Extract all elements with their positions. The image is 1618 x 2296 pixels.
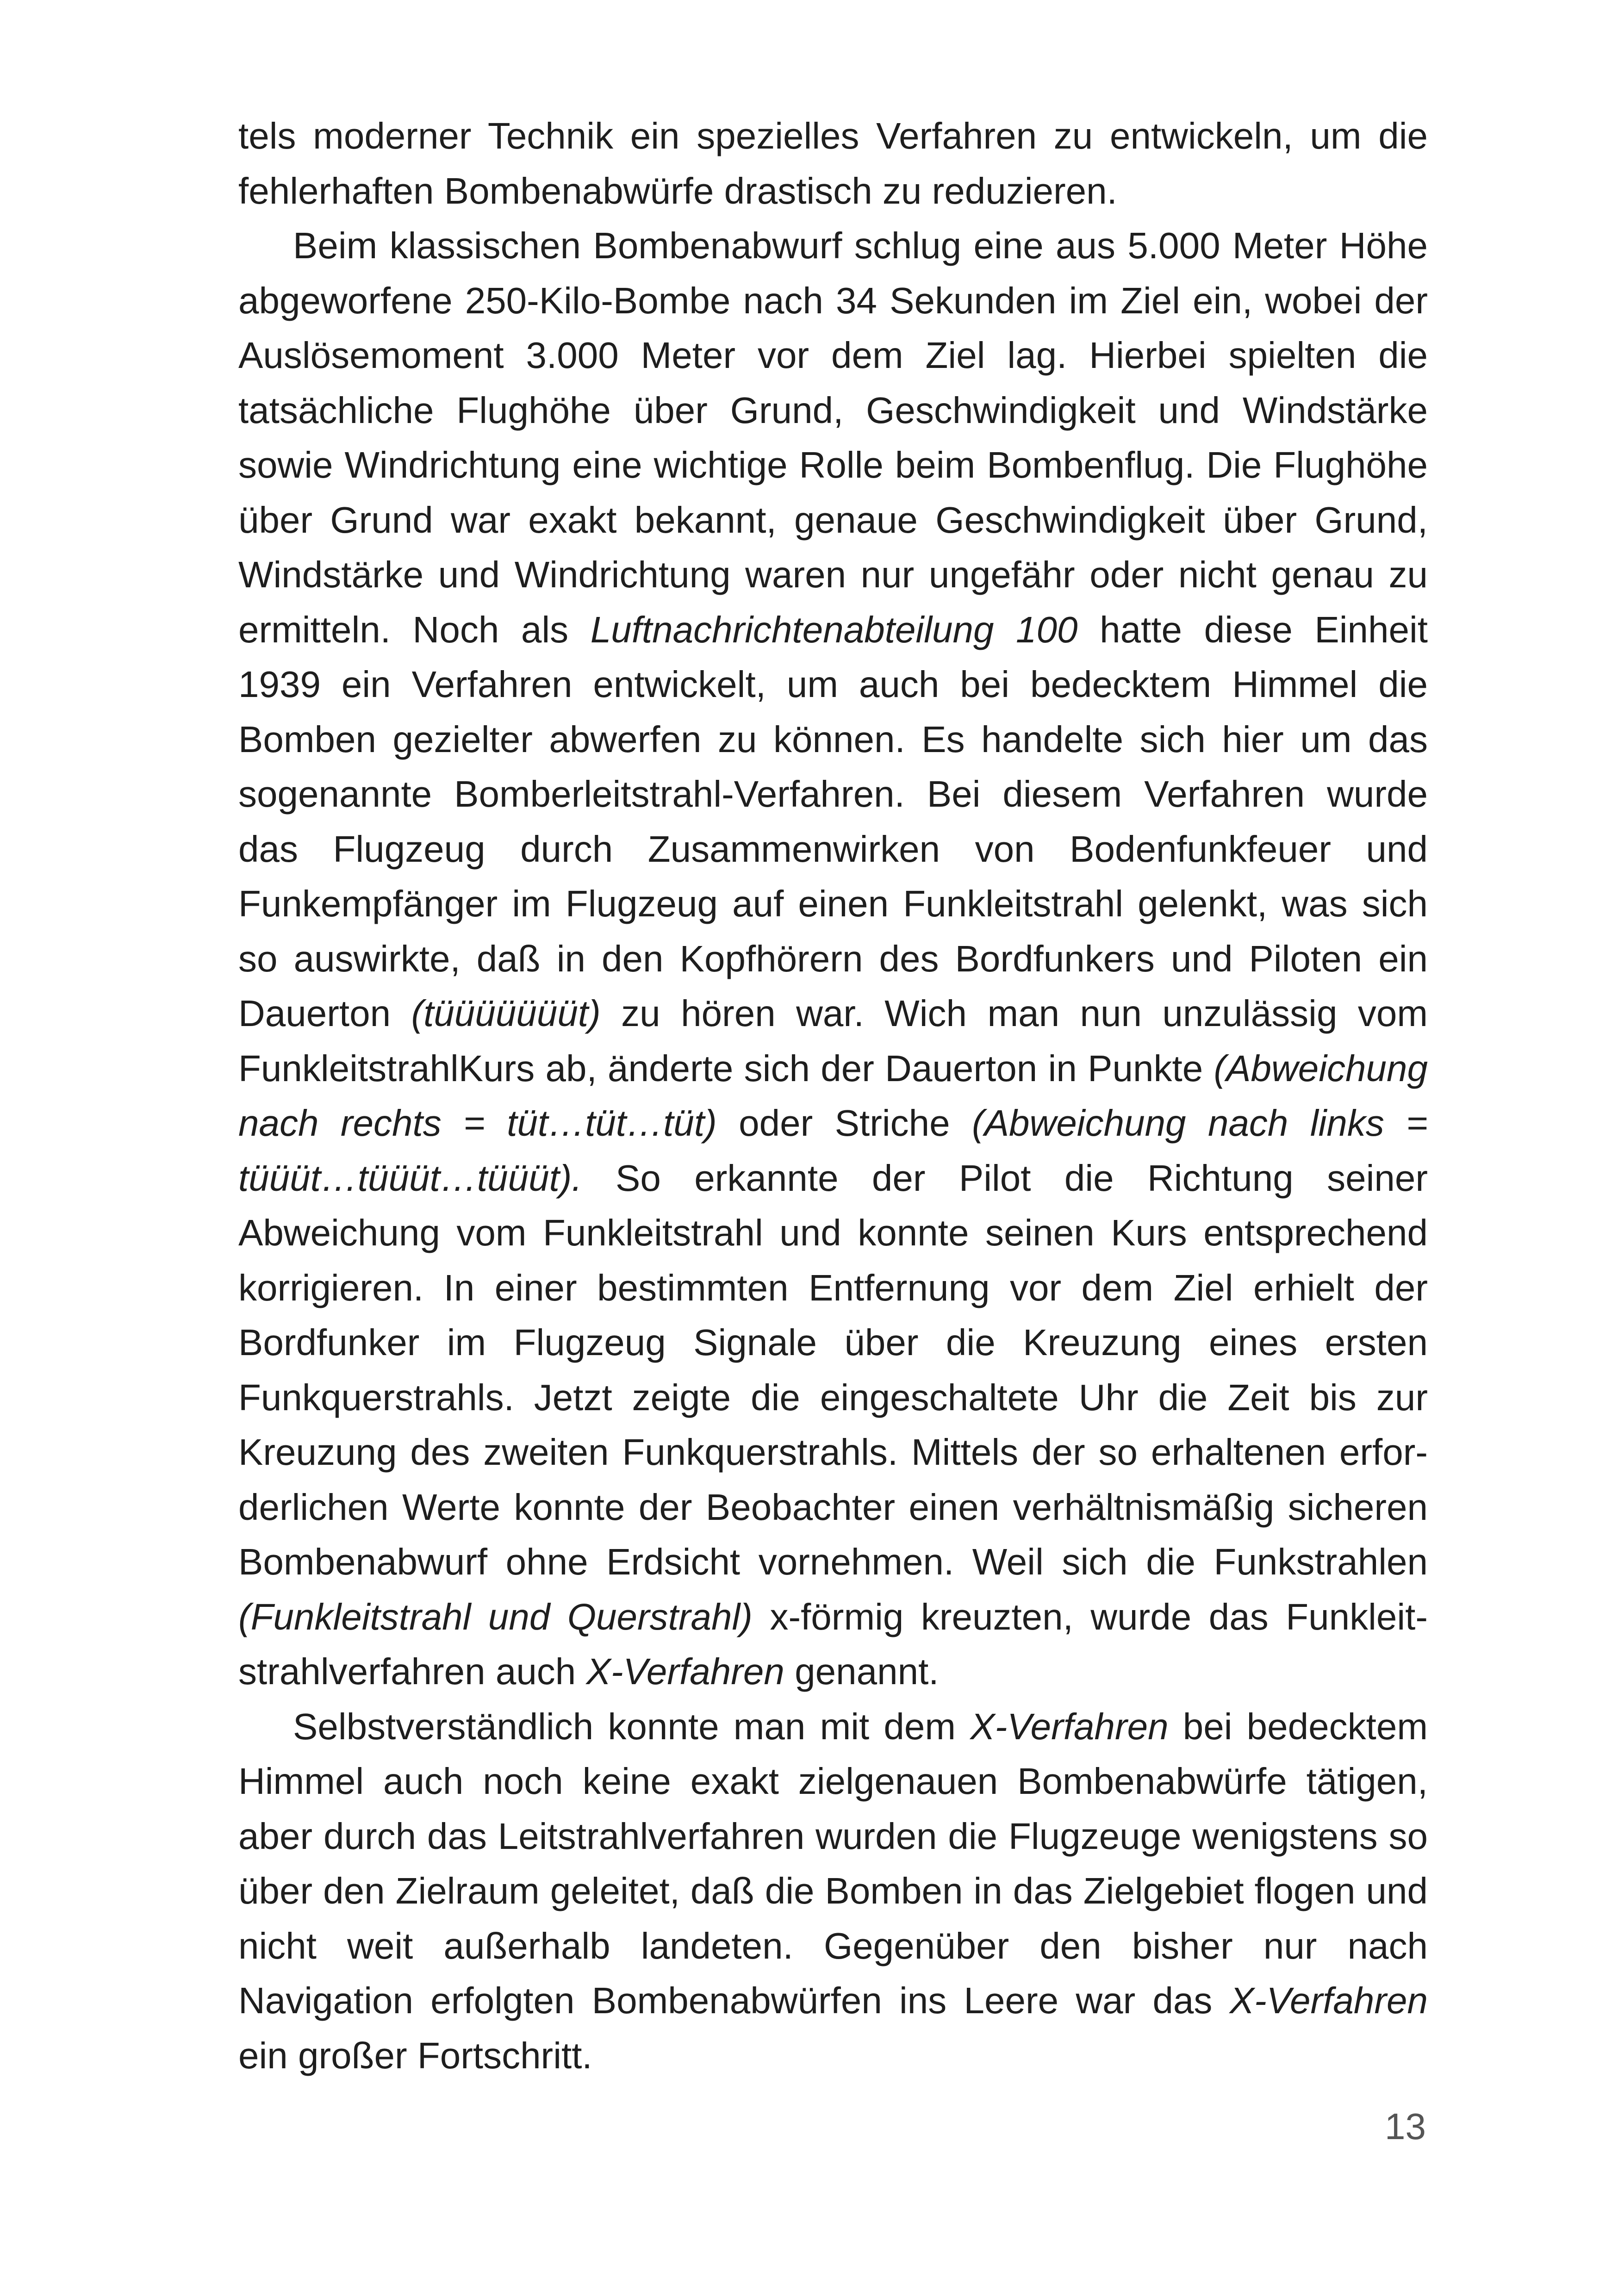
text-segment: oder Striche (716, 1102, 972, 1144)
text-segment: x-förmig kreuzten, wurde das Funkleitstrahlverfahren auch (238, 1596, 1428, 1692)
text-segment: Selbstverständlich konnte man mit dem (293, 1705, 971, 1747)
text-segment: hatte diese Einheit 1939 ein Verfahren entwickelt, um auch bei bedecktem Himmel die Bomben gezielter abwerfen zu können. Es handelte sich hier um das sogenannte Bomberleitstrahl-Verfahren. Bei diesem Verfahren wurde das Flugzeug durch Zusammenwirken von Bodenfunkfeuer und Funkempfänger im Flugzeug auf einen Funkleitstrahl gelenkt, was sich so auswirkte, daß in den Kopfhörern des Bordfunkers und Piloten ein Dauerton (238, 609, 1428, 1034)
paragraph-2 (238, 218, 1428, 1699)
paragraph-1 (238, 109, 1428, 218)
italic-segment: (Funkleitstrahl und Querstrahl) (238, 1596, 753, 1637)
italic-segment: (Abweichung nach rechts = tüt…tüt…tüt) (238, 1047, 1428, 1144)
text-segment: genannt. (784, 1651, 939, 1692)
paragraph-3 (238, 1699, 1428, 2084)
italic-segment: X-Verfahren (586, 1651, 784, 1692)
text-segment: zu hören war. Wich man nun unzulässig vom FunkleitstrahlKurs ab, änderte sich der Dauerton in Punkte (238, 993, 1428, 1089)
text-segment: So erkannte der Pilot die Richtung seiner Abweichung vom Funkleitstrahl und konnte seinen Kurs entsprechend korrigieren. In einer bestimmten Entfernung vor dem Ziel erhielt der Bordfunker im Flugzeug Signale über die Kreuzung eines ersten Funkquerstrahls. Jetzt zeigte die eingeschaltete Uhr die Zeit bis zur Kreuzung des zweiten Funkquerstrahls. Mittels der so erhaltenen erforderlichen Werte konnte der Beobachter einen verhältnismäßig sicheren Bombenabwurf ohne Erdsicht vornehmen. Weil sich die Funkstrahlen (238, 1157, 1428, 1582)
text-segment: bei bedecktem Himmel auch noch keine exakt zielgenauen Bombenabwürfe tätigen, aber durch das Leitstrahlverfahren wurden die Flugzeuge wenigstens so über den Zielraum geleitet, daß die Bomben in das Zielgebiet flogen und nicht weit außerhalb landeten. Gegenüber den bisher nur nach Navigation erfolgten Bombenabwürfen ins Leere war das (238, 1705, 1428, 2021)
italic-segment: (tüüüüüüüt) (411, 993, 601, 1034)
italic-segment: Luftnachrichtenabteilung 100 (590, 609, 1078, 650)
italic-segment: (Abweichung nach links = tüüüt…tüüüt…tüüüt). (238, 1102, 1428, 1199)
text-segment: tels moderner Technik ein spezielles Verfahren zu entwickeln, um die fehlerhaften Bombenabwürfe drastisch zu reduzieren. (238, 115, 1428, 212)
text-segment: ein großer Fortschritt. (238, 2035, 592, 2076)
italic-segment: X-Verfahren (970, 1705, 1169, 1747)
italic-segment: X-Verfahren (1229, 1980, 1428, 2021)
body-text (238, 109, 1428, 2083)
page-number: 13 (1385, 2106, 1426, 2147)
text-segment: Beim klassischen Bombenabwurf schlug eine aus 5.000 Meter Höhe abgeworfene 250-Kilo-Bombe nach 34 Sekunden im Ziel ein, wobei der Auslösemoment 3.000 Meter vor dem Ziel lag. Hierbei spielten die tatsächliche Flughöhe über Grund, Geschwindigkeit und Windstärke sowie Windrichtung eine wichtige Rolle beim Bombenflug. Die Flughöhe über Grund war exakt bekannt, genaue Geschwindigkeit über Grund, Windstärke und Windrichtung waren nur ungefähr oder nicht genau zu ermitteln. Noch als (238, 225, 1428, 650)
